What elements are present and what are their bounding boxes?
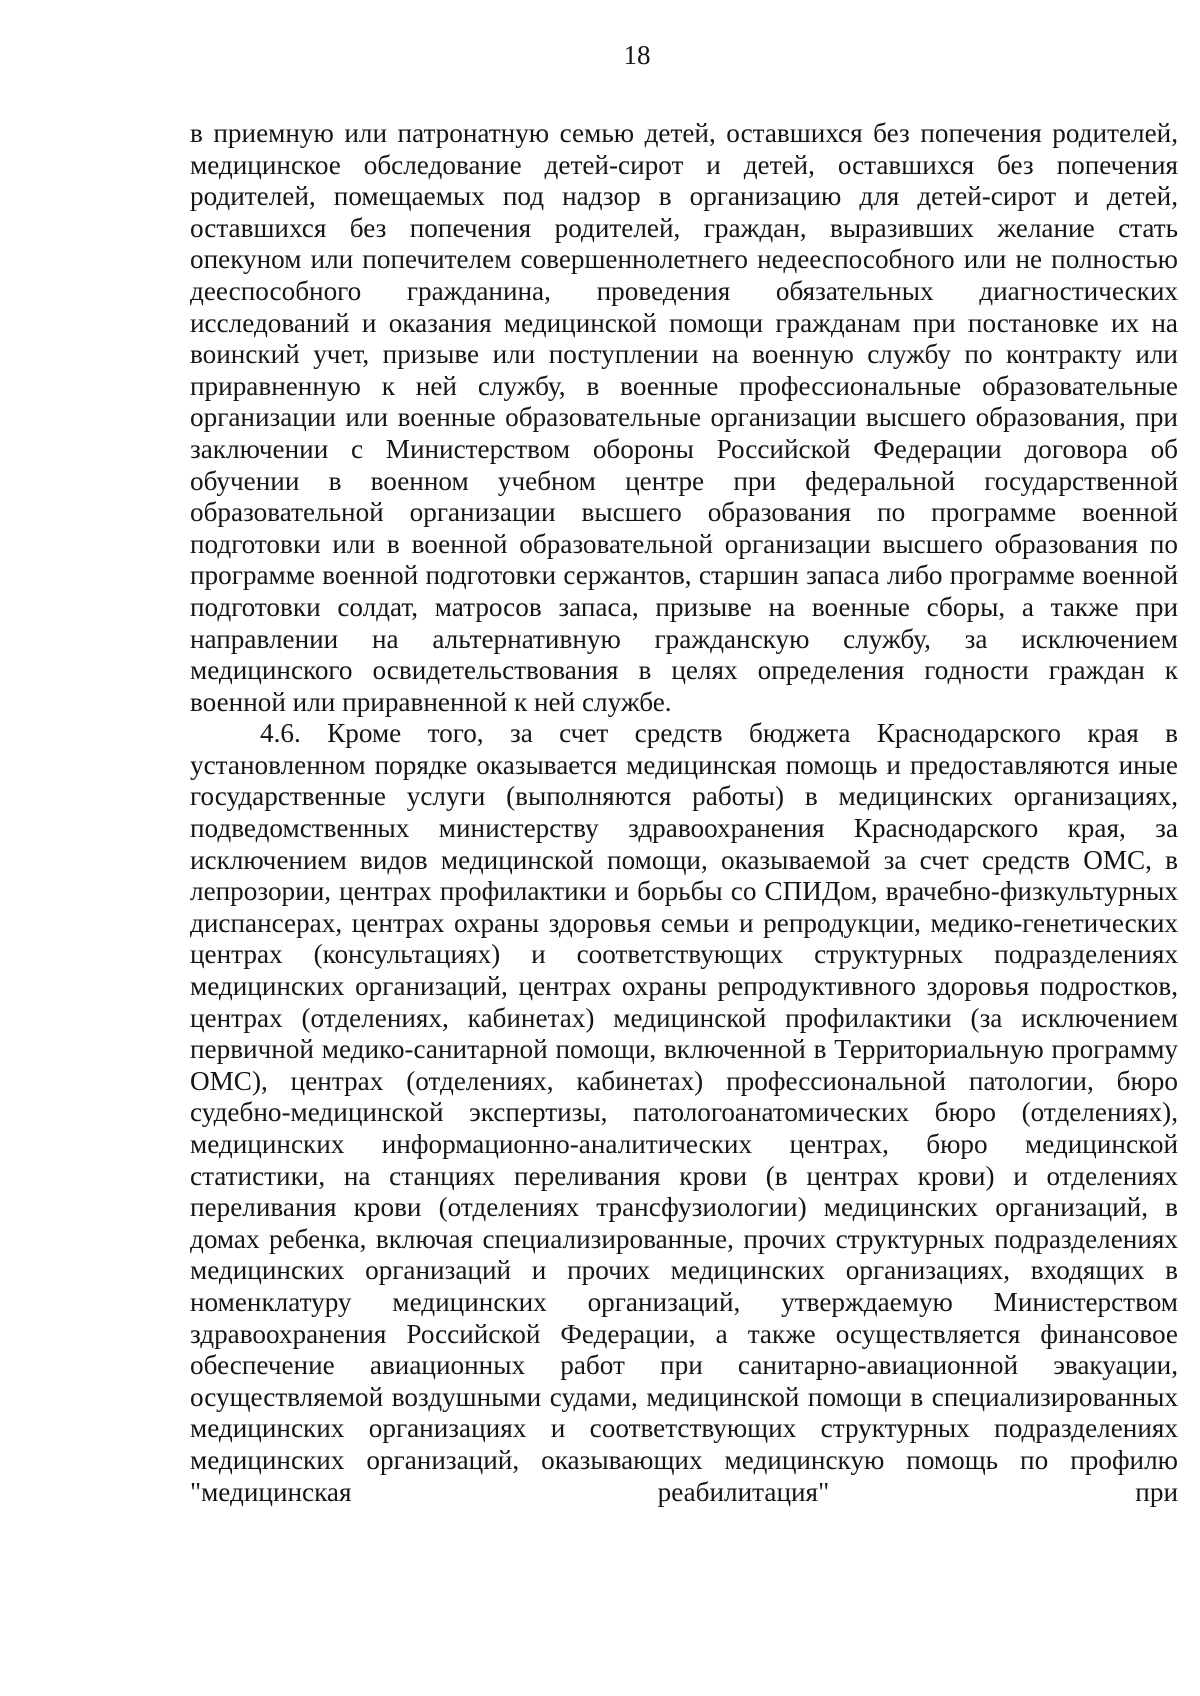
paragraph-4-6: 4.6. Кроме того, за счет средств бюджета Краснодарского края в установленном порядке оказывается медицинская помощь и предоставляются иные государственные услуги (выполняются работы) в медицинских организациях, подведомственных министерству здравоохранения Краснодарского края, за исключением видов медицинской помощи, оказываемой за счет средств ОМС, в лепрозории, центрах профилактики и борьбы со СПИДом, врачебно-физкультурных диспансерах, центрах охраны здоровья семьи и репродукции, медико-генетических центрах (консультациях) и соответствующих структурных подразделениях медицинских организаций, центрах охраны репродуктивного здоровья подростков, центрах (отделениях, кабинетах) медицинской профилактики (за исключением первичной медико-санитарной помощи, включенной в Территориальную программу ОМС), центрах (отделениях, кабинетах) профессиональной патологии, бюро судебно-медицинской экспертизы, патологоанатомических бюро (отделениях), медицинских информационно-аналитических центрах, бюро медицинской статистики, на станциях переливания крови (в центрах крови) и отделениях переливания крови (отделениях трансфузиологии) медицинских организаций, в домах ребенка, включая специализированные, прочих структурных подразделениях медицинских организаций и прочих медицинских организациях, входящих в номенклатуру медицинских организаций, утверждаемую Министерством здравоохранения Российской Федерации, а также осуществляется финансовое обеспечение авиационных работ при санитарно-авиационной эвакуации, осуществляемой воздушными судами, медицинской помощи в специализированных медицинских организациях и соответствующих структурных подразделениях медицинских организаций, оказывающих медицинскую помощь по профилю "медицинская реабилитация" при	[190, 718, 1178, 1507]
document-body	[190, 118, 1178, 1508]
paragraph-continued: в приемную или патронатную семью детей, оставшихся без попечения родителей, медицинское обследование детей-сирот и детей, оставшихся без попечения родителей, помещаемых под надзор в организацию для детей-сирот и детей, оставшихся без попечения родителей, граждан, выразивших желание стать опекуном или попечителем совершеннолетнего недееспособного или не полностью дееспособного гражданина, проведения обязательных диагностических исследований и оказания медицинской помощи гражданам при постановке их на воинский учет, призыве или поступлении на военную службу по контракту или приравненную к ней службу, в военные профессиональные образовательные организации или военные образовательные организации высшего образования, при заключении с Министерством обороны Российской Федерации договора об обучении в военном учебном центре при федеральной государственной образовательной организации высшего образования по программе военной подготовки или в военной образовательной организации высшего образования по программе военной подготовки сержантов, старшин запаса либо программе военной подготовки солдат, матросов запаса, призыве на военные сборы, а также при направлении на альтернативную гражданскую службу, за исключением медицинского освидетельствования в целях определения годности граждан к военной или приравненной к ней службе.	[190, 118, 1178, 717]
page-number: 18	[623, 40, 651, 70]
